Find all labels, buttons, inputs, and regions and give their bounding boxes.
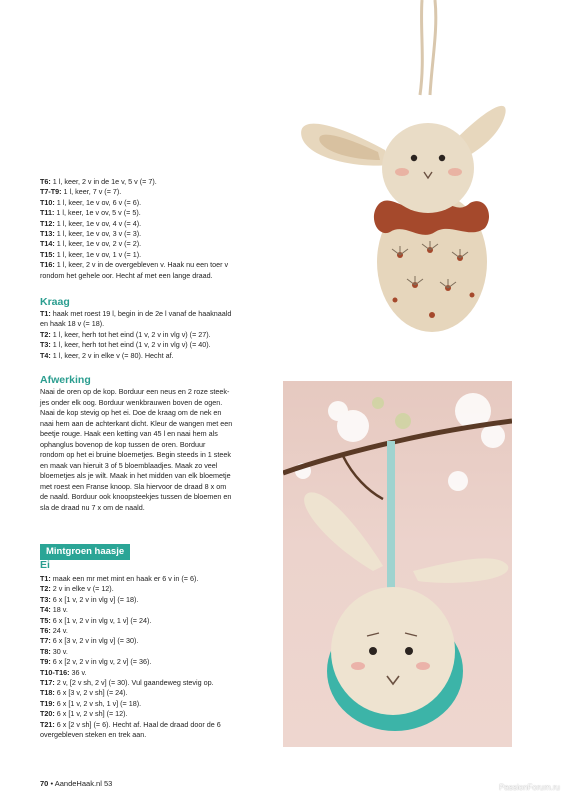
row-line: T7-T9: 1 l, keer, 7 v (= 7). — [40, 187, 122, 197]
paragraph-line: en maak van hieruit 3 of 5 bloemblaadjes. Maak zo veel — [40, 460, 218, 470]
row-line: T16: 1 l, keer, 2 v in de overgebleven v. Haak nu een toer v — [40, 260, 229, 270]
afwerking-heading: Afwerking — [40, 374, 91, 386]
page-number: 70 — [40, 779, 49, 788]
row-line: T10-T16: 36 v. — [40, 667, 87, 677]
row-line: T2: 1 l, keer, herh tot het eind (1 v, 2 v in vlg v) (= 27). — [40, 329, 211, 339]
page-footer — [40, 779, 112, 788]
watermark: PassionForum.ru — [499, 783, 560, 792]
row-line: T13: 1 l, keer, 1e v ov, 3 v (= 3). — [40, 229, 142, 239]
row-line: T1: haak met roest 19 l, begin in de 2e l vanaf de haaknaald — [40, 309, 232, 318]
footer-bullet: • — [50, 779, 54, 788]
bunny-egg-photo-top — [290, 0, 566, 345]
row-line: T21: 6 x [2 v sh] (= 6). Hecht af. Haal de draad door de 6 — [40, 719, 221, 729]
row-line: T1: maak een mr met mint en haak er 6 v in (= 6). — [40, 574, 199, 583]
bunny-egg-illustration-bottom — [283, 381, 512, 747]
row-line: T3: 1 l, keer, herh tot het eind (1 v, 2 v in vlg v) (= 40). — [40, 340, 211, 350]
paragraph-line: jes onder elk oog. Borduur wenkbrauwen boven de ogen. — [40, 397, 223, 407]
row-line: T14: 1 l, keer, 1e v ov, 2 v (= 2). — [40, 239, 142, 249]
row-line: rondom het gehele oor. Hecht af met een lange draad. — [40, 270, 213, 280]
row-line: T7: 6 x [3 v, 2 v in vlg v] (= 30). — [40, 636, 139, 646]
row-line: T4: 1 l, keer, 2 v in elke v (= 80). Hecht af. — [40, 350, 174, 360]
row-line: T2: 2 v in elke v (= 12). — [40, 584, 114, 594]
paragraph-line: Naai de kop stevig op het ei. Doe de kraag om de nek en — [40, 408, 222, 417]
afwerking-paragraph — [40, 387, 276, 513]
row-line: T18: 6 x [3 v, 2 v sh] (= 24). — [40, 688, 128, 698]
row-line: T10: 1 l, keer, 1e v ov, 6 v (= 6). — [40, 197, 142, 207]
paragraph-line: naai hem aan de achterkant dicht. Kleur de wangen met een — [40, 418, 233, 428]
row-line: T20: 6 x [1 v, 2 v sh] (= 12). — [40, 709, 128, 719]
row-line: T8: 30 v. — [40, 646, 68, 656]
ei-heading: Ei — [40, 559, 50, 571]
ei-instructions — [40, 574, 276, 741]
mintgroen-haasje-banner: Mintgroen haasje — [40, 544, 130, 560]
row-line: T17: 2 v, [2 v sh, 2 v] (= 30). Vul gaandeweg stevig op. — [40, 678, 214, 688]
paragraph-line: met roest een Franse knoop. Sla hiervoor de draad 8 x om — [40, 481, 227, 491]
row-line: T4: 18 v. — [40, 605, 68, 615]
paragraph-line: de naald. Borduur ook knoopsteekjes tussen de bloemen en — [40, 492, 232, 501]
bunny-egg-photo-bottom — [283, 381, 512, 747]
paragraph-line: bloemetjes als je wilt. Maak in het midden van elk bloemetje — [40, 471, 231, 480]
row-line: T12: 1 l, keer, 1e v ov, 4 v (= 4). — [40, 218, 142, 228]
kraag-instructions — [40, 309, 276, 361]
row-line: T5: 6 x [1 v, 2 v in vlg v, 1 v] (= 24). — [40, 615, 152, 625]
paragraph-line: ophanglus bovenop de kop tussen de oren. Borduur — [40, 439, 206, 449]
kraag-heading: Kraag — [40, 296, 70, 308]
row-line: T11: 1 l, keer, 1e v ov, 5 v (= 5). — [40, 208, 141, 218]
paragraph-line: rondom op het ei bruine bloemetjes. Begin steeds in 1 steek — [40, 450, 231, 459]
row-line: T9: 6 x [2 v, 2 v in vlg v, 2 v] (= 36). — [40, 657, 152, 667]
paragraph-line: sla de draad nu 7 x om de naald. — [40, 502, 145, 512]
section-banner — [40, 541, 276, 560]
row-line: T15: 1 l, keer, 1e v ov, 1 v (= 1). — [40, 249, 142, 259]
publication-name: AandeHaak.nl 53 — [54, 779, 113, 788]
row-line: en haak 18 v (= 18). — [40, 319, 105, 329]
row-line: T6: 24 v. — [40, 626, 68, 636]
row-line: T3: 6 x [1 v, 2 v in vlg v] (= 18). — [40, 594, 139, 604]
row-line: T19: 6 x [1 v, 2 v sh, 1 v] (= 18). — [40, 698, 142, 708]
paragraph-line: Naai de oren op de kop. Borduur een neus en 2 roze steek- — [40, 387, 230, 396]
ear-instructions — [40, 177, 276, 281]
row-line: T6: 1 l, keer, 2 v in de 1e v, 5 v (= 7). — [40, 177, 157, 186]
row-line: overgebleven steken en trek aan. — [40, 730, 147, 740]
bunny-egg-illustration-top — [290, 0, 566, 345]
paragraph-line: beetje rouge. Haak een ketting van 45 l en naai hem als — [40, 429, 218, 438]
